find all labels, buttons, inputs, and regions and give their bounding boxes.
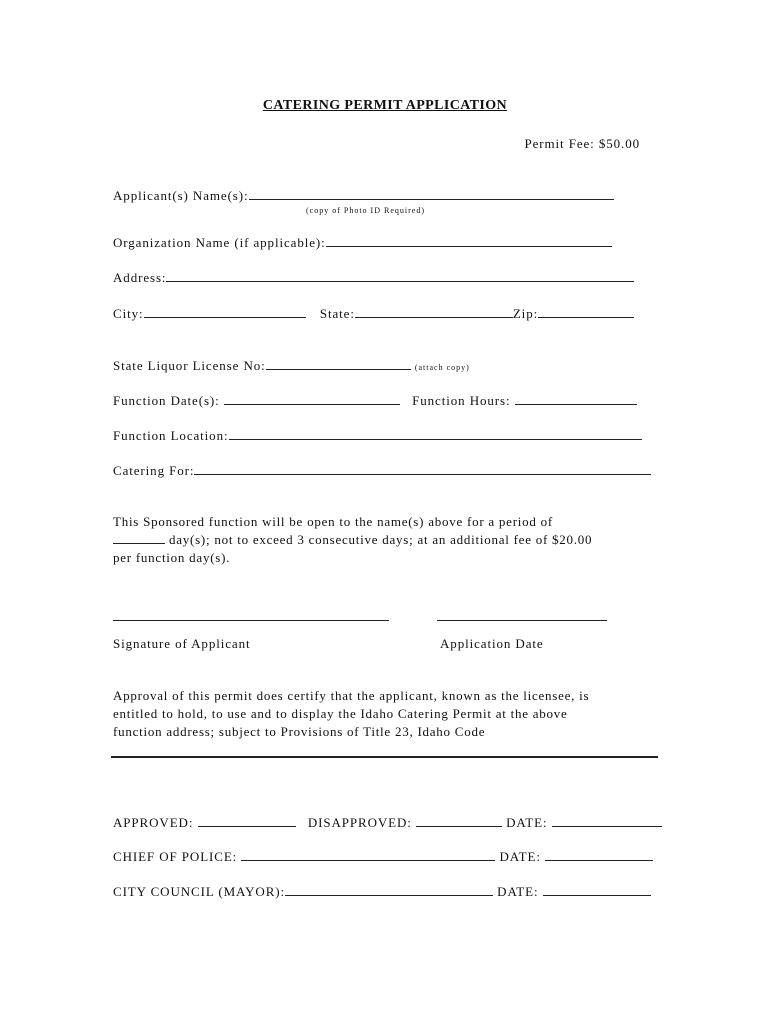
application-date-line[interactable]	[437, 620, 607, 621]
liquor-license-label: State Liquor License No:	[113, 358, 266, 373]
organization-row	[113, 234, 612, 251]
sponsored-line-2-row	[113, 531, 658, 549]
page-title: CATERING PERMIT APPLICATION	[262, 98, 508, 113]
sponsored-function-paragraph	[113, 513, 658, 567]
sponsored-line-2: day(s); not to exceed 3 consecutive days; at an additional fee of $20.00	[169, 532, 593, 547]
address-row	[113, 269, 634, 286]
signature-of-applicant-label: Signature of Applicant	[113, 636, 251, 651]
approved-label: APPROVED:	[113, 815, 194, 830]
liquor-license-row	[113, 357, 470, 374]
applicant-name-field[interactable]	[249, 187, 614, 200]
function-location-label: Function Location:	[113, 428, 229, 443]
address-label: Address:	[113, 270, 167, 285]
state-field[interactable]	[355, 305, 513, 318]
applicant-signature-line[interactable]	[113, 620, 389, 621]
chief-of-police-label: CHIEF OF POLICE:	[113, 849, 238, 864]
approved-field[interactable]	[198, 814, 296, 827]
state-label: State:	[319, 306, 355, 321]
function-location-field[interactable]	[229, 427, 642, 440]
chief-date-label: DATE:	[499, 849, 541, 864]
sponsored-line-1: This Sponsored function will be open to the name(s) above for a period of	[113, 514, 553, 529]
function-date-field[interactable]	[224, 392, 400, 405]
city-state-zip-row	[113, 305, 634, 322]
city-council-label: CITY COUNCIL (MAYOR):	[113, 884, 286, 899]
approval-line-2: entitled to hold, to use and to display the Idaho Catering Permit at the above	[113, 706, 568, 721]
city-label: City:	[113, 306, 144, 321]
section-divider	[111, 756, 658, 758]
approval-status-row	[113, 814, 662, 831]
zip-label: Zip:	[512, 306, 539, 321]
disapproved-field[interactable]	[416, 814, 502, 827]
application-date-label: Application Date	[440, 636, 544, 651]
approval-line-1: Approval of this permit does certify that the applicant, known as the licensee, is	[113, 688, 590, 703]
function-date-label: Function Date(s):	[113, 393, 220, 408]
city-council-row	[113, 883, 651, 900]
liquor-license-field[interactable]	[266, 357, 411, 370]
disapproved-label: DISAPPROVED:	[307, 815, 412, 830]
council-date-label: DATE:	[497, 884, 539, 899]
approval-date-field[interactable]	[552, 814, 662, 827]
approval-date-label: DATE:	[506, 815, 548, 830]
function-hours-label: Function Hours:	[412, 393, 511, 408]
permit-fee: Permit Fee: $50.00	[524, 136, 640, 151]
organization-label: Organization Name (if applicable):	[113, 235, 326, 250]
applicant-name-label: Applicant(s) Name(s):	[113, 188, 249, 203]
sponsored-line-3: per function day(s).	[113, 550, 231, 565]
catering-for-label: Catering For:	[113, 463, 195, 478]
catering-for-row	[113, 462, 651, 479]
period-days-field[interactable]	[113, 531, 165, 544]
approval-line-3: function address; subject to Provisions of Title 23, Idaho Code	[113, 724, 486, 739]
chief-of-police-field[interactable]	[241, 848, 495, 861]
approval-paragraph	[113, 687, 658, 741]
chief-date-field[interactable]	[545, 848, 653, 861]
address-field[interactable]	[166, 269, 634, 282]
chief-of-police-row	[113, 848, 653, 865]
liquor-license-note: (attach copy)	[414, 363, 470, 372]
applicant-name-row	[113, 187, 614, 204]
zip-field[interactable]	[538, 305, 634, 318]
function-date-hours-row	[113, 392, 637, 409]
organization-field[interactable]	[326, 234, 612, 247]
council-date-field[interactable]	[543, 883, 651, 896]
city-field[interactable]	[144, 305, 306, 318]
city-council-field[interactable]	[285, 883, 493, 896]
catering-for-field[interactable]	[194, 462, 651, 475]
function-location-row	[113, 427, 642, 444]
applicant-photo-id-note: (copy of Photo ID Required)	[306, 206, 425, 215]
function-hours-field[interactable]	[515, 392, 637, 405]
